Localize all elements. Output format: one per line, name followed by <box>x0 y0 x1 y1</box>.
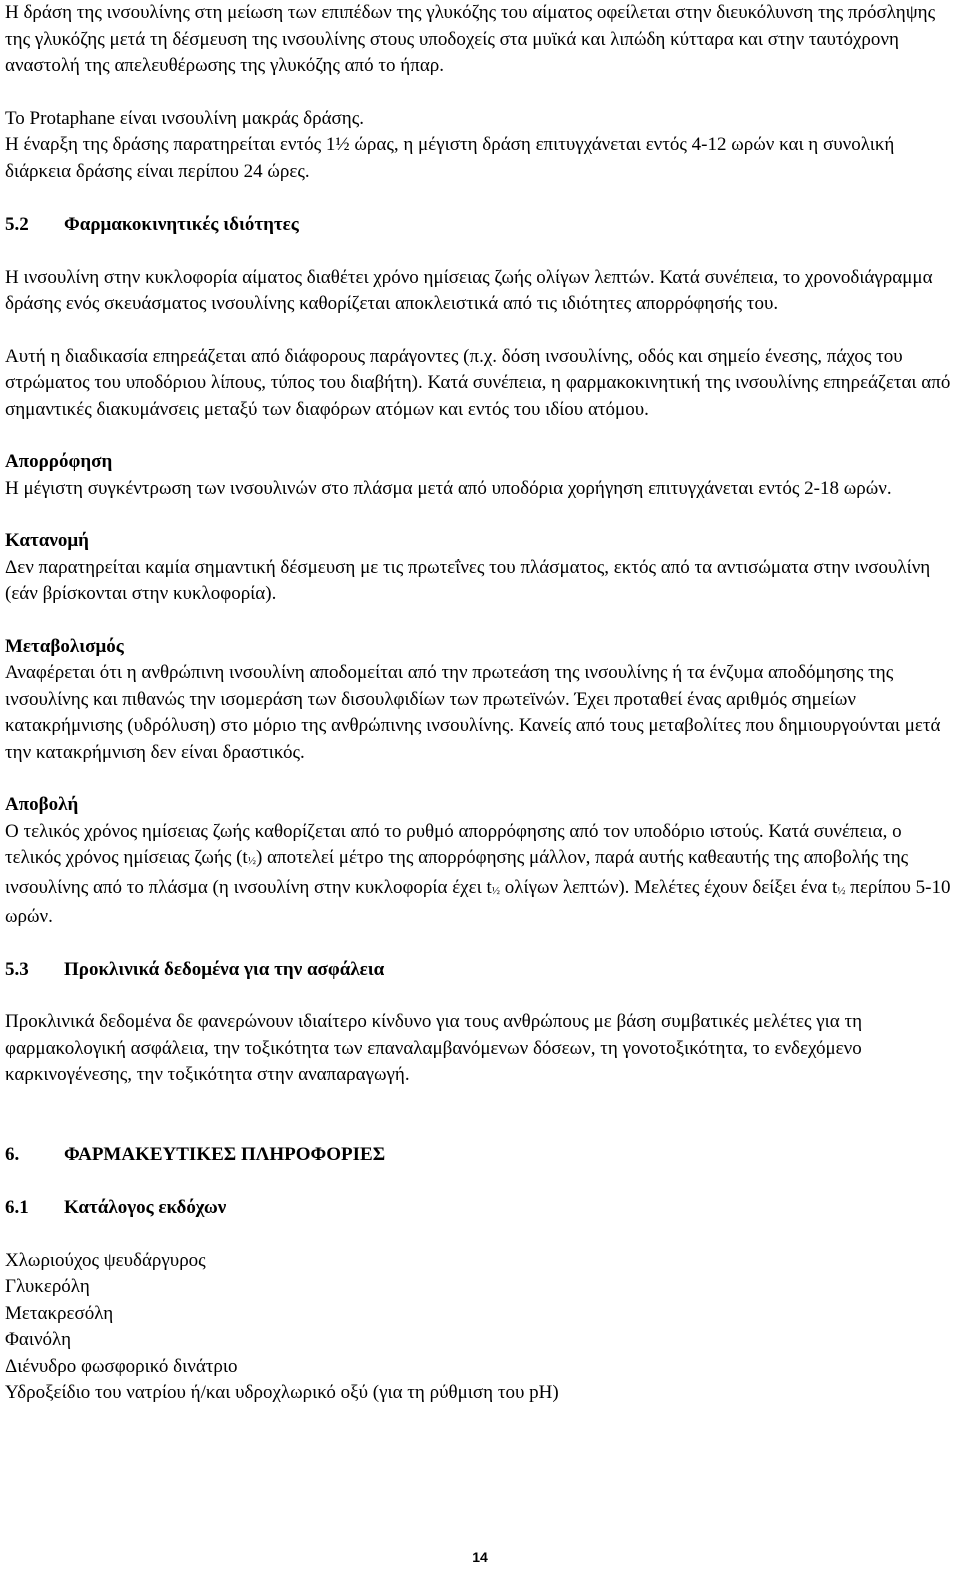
list-item: Φαινόλη <box>5 1329 72 1350</box>
document-page <box>5 0 955 1407</box>
absorption-text: Η μέγιστη συγκέντρωση των ινσουλινών στο πλάσμα μετά από υποδόρια χορήγηση επιτυγχάνεται εντός 2-18 ωρών. <box>5 477 892 499</box>
section-title: Φαρμακοκινητικές ιδιότητες <box>64 214 299 235</box>
list-item: Μετακρεσόλη <box>5 1302 114 1324</box>
section-title: Προκλινικά δεδομένα για την ασφάλεια <box>64 958 385 980</box>
section-title: Κατάλογος εκδόχων <box>64 1197 227 1218</box>
pk-paragraph-2: Αυτή η διαδικασία επηρεάζεται από διάφορους παράγοντες (π.χ. δόση ινσουλίνης, οδός και σημείο ένεσης, πάχος του στρώματος του υποδόριου λίπους, τύπος του διαβήτη). Κατά συνέπεια, η φαρμακοκινητική της ινσουλίνης επηρεάζεται από σημαντικές διακυμάνσεις μεταξύ των διαφόρων ατόμων και εντός του ιδίου ατόμου. <box>5 345 951 420</box>
section-number: 5.3 <box>5 958 29 980</box>
section-title: ΦΑΡΜΑΚΕΥΤΙΚΕΣ ΠΛΗΡΟΦΟΡΙΕΣ <box>64 1143 386 1165</box>
list-item: Γλυκερόλη <box>5 1276 90 1297</box>
section-6-1-heading <box>5 1195 955 1222</box>
preclinical-text: Προκλινικά δεδομένα δε φανερώνουν ιδιαίτερο κίνδυνο για τους ανθρώπους με βάση συμβατικές μελέτες για τη φαρμακολογική ασφάλεια, την τοξικότητα των επαναλαμβανόμενων δόσεων, τη γονοτοξικότητα, το ενδεχόμενο καρκινογένεσης, την τοξικότητα στην αναπαραγωγή. <box>5 1011 863 1085</box>
half-subscript: ½ <box>491 884 500 897</box>
section-5-2-heading <box>5 212 955 239</box>
half-subscript: ½ <box>837 884 846 897</box>
half-subscript: ½ <box>247 855 256 867</box>
elimination-text-part-3: ολίγων λεπτών). Μελέτες έχουν δείξει ένα t <box>500 876 838 898</box>
section-number: 6. <box>5 1143 20 1165</box>
absorption-heading: Απορρόφηση <box>5 451 113 472</box>
elimination-text-part-4: περίπου 5-10 ωρών. <box>5 876 951 927</box>
section-number: 6.1 <box>5 1197 29 1218</box>
action-onset-paragraph: Η έναρξη της δράσης παρατηρείται εντός 1½ ώρας, η μέγιστη δράση επιτυγχάνεται εντός 4-12 ωρών και η συνολική διάρκεια δράσης είναι περίπου 24 ώρες. <box>5 134 895 182</box>
protaphane-statement: Το Protaphane είναι ινσουλίνη μακράς δράσης. <box>5 107 364 129</box>
section-6-heading <box>5 1142 955 1169</box>
elimination-heading: Αποβολή <box>5 794 79 815</box>
pk-paragraph-1: Η ινσουλίνη στην κυκλοφορία αίματος διαθέτει χρόνο ημίσειας ζωής ολίγων λεπτών. Κατά συνέπεια, το χρονοδιάγραμμα δράσης ενός σκευάσματος ινσουλίνης καθορίζεται αποκλειστικά από τις ιδιότητες απορρόφησής του. <box>5 266 933 314</box>
section-number: 5.2 <box>5 214 29 235</box>
list-item: Διένυδρο φωσφορικό δινάτριο <box>5 1355 238 1377</box>
list-item: Χλωριούχος ψευδάργυρος <box>5 1249 206 1271</box>
list-item: Υδροξείδιο του νατρίου ή/και υδροχλωρικό οξύ (για τη ρύθμιση του pH) <box>5 1382 559 1403</box>
metabolism-text: Αναφέρεται ότι η ανθρώπινη ινσουλίνη αποδομείται από την πρωτεάση της ινσουλίνης ή τα ένζυμα αποδόμησης της ινσουλίνης και πιθανώς την ισομεράση των δισουλφιδίων των πρωτεϊνών. Έχει προταθεί ένας αριθμός σημείων κατακρήμνισης (υδρόλυση) στο μόριο της ανθρώπινης ινσουλίνης. Κανείς από τους μεταβολίτες που δημιουργούνται μετά την κατακρήμνιση δεν είναι δραστικός. <box>5 662 941 763</box>
distribution-text: Δεν παρατηρείται καμία σημαντική δέσμευση με τις πρωτεΐνες του πλάσματος, εκτός από τα αντισώματα στην ινσουλίνη (εάν βρίσκονται στην κυκλοφορία). <box>5 556 931 604</box>
elimination-text-part-1: Ο τελικός χρόνος ημίσειας ζωής καθορίζεται από το ρυθμό απορρόφησης από τον υποδόριο ιστούς. Κατά συνέπεια, ο τελικός χρόνος ημίσειας ζωής (t <box>5 820 902 868</box>
page-number: 14 <box>472 1549 488 1565</box>
excipients-list <box>5 1248 955 1407</box>
elimination-text <box>5 819 955 931</box>
metabolism-heading: Μεταβολισμός <box>5 635 124 657</box>
section-5-3-heading <box>5 957 955 984</box>
elimination-text-part-2: ) αποτελεί μέτρο της απορρόφησης μάλλον, παρά αυτής καθεαυτής της αποβολής της ινσουλίνης από το πλάσμα (η ινσουλίνη στην κυκλοφορία έχει t <box>5 847 909 898</box>
intro-paragraph: Η δράση της ινσουλίνης στη μείωση των επιπέδων της γλυκόζης του αίματος οφείλεται στην διευκόλυνση της πρόσληψης της γλυκόζης μετά τη δέσμευση της ινσουλίνης στους υποδοχείς στα μυϊκά και λιπώδη κύτταρα και στην ταυτόχρονη αναστολή της απελευθέρωσης της γλυκόζης από το ήπαρ. <box>5 2 936 76</box>
distribution-heading: Κατανομή <box>5 530 89 551</box>
